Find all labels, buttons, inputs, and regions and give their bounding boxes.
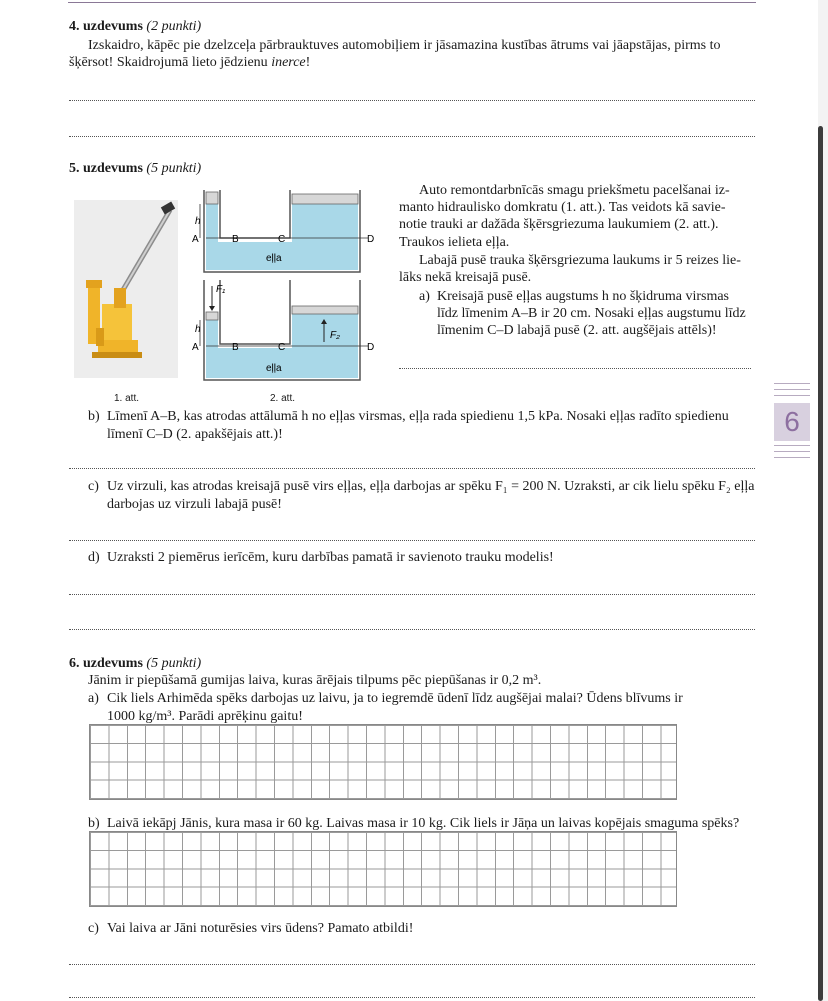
label-D-top: D (367, 234, 375, 245)
label-B-bottom: B (232, 342, 239, 353)
label-B-top: B (232, 234, 239, 245)
label-oil-bottom: eļļa (266, 363, 282, 374)
task6-a-line1: Cik liels Arhimēda spēks darbojas uz laivu, ja to iegremdē ūdenī līdz augšējai malai? Ūdens blīvums ir (107, 691, 683, 706)
task5-c-line2: darbojas uz virzuli labajā pusē! (107, 497, 282, 512)
task6-title: 6. uzdevums (69, 656, 143, 671)
task5-b-label: b) (88, 409, 100, 424)
task5-a-line2: līdz līmenim A–B ir 20 cm. Nosaki eļļas augstumu līdz (437, 306, 746, 321)
scrollbar[interactable] (818, 126, 823, 1001)
task5-c-label: c) (88, 479, 99, 494)
task6-a-label: a) (88, 691, 99, 706)
task6-b-answer-grid[interactable] (89, 831, 677, 907)
task6-intro: Jānim ir piepūšamā gumijas laiva, kuras ārējais tilpums pēc piepūšanas ir 0,2 m³. (88, 673, 542, 688)
task5-a-line3: līmenim C–D labajā pusē (2. att. augšējais attēls)! (437, 323, 717, 338)
task5-intro-6: lāks nekā kreisajā pusē. (399, 270, 532, 285)
task5-points: (5 punkti) (146, 161, 202, 176)
task5-b-answer-line[interactable] (69, 468, 755, 469)
task4-answer-line-2[interactable] (69, 136, 755, 137)
task4-title: 4. uzdevums (69, 19, 143, 34)
task4-heading (69, 18, 201, 35)
label-C-top: C (278, 234, 286, 245)
task5-d-label: d) (88, 550, 100, 565)
task5-a-answer-line[interactable] (399, 368, 751, 369)
task6-c-label: c) (88, 921, 99, 936)
task5-c-answer-line[interactable] (69, 540, 755, 541)
task5-c-line1: Uz virzuli, kas atrodas kreisajā pusē virs eļļas, eļļa darbojas ar spēku F₁ = 200 N. Uzraksti, ar cik lielu spēku F₂ eļļa (107, 479, 755, 494)
label-h-bottom: h (195, 324, 201, 335)
task6-b-label: b) (88, 816, 100, 831)
fig1-caption: 1. att. (114, 393, 140, 404)
task6-heading (69, 655, 201, 672)
task5-heading (69, 160, 201, 177)
task5-d-line: Uzraksti 2 piemērus ierīcēm, kuru darbības pamatā ir savienoto trauku modelis! (107, 550, 554, 565)
task5-a-label: a) (419, 289, 430, 304)
label-F1: F₁ (216, 284, 226, 295)
task5-intro-3: notie trauki ar dažāda šķērsgriezuma laukumiem (2. att.). (399, 217, 719, 232)
task5-title: 5. uzdevums (69, 161, 143, 176)
task6-points: (5 punkti) (146, 656, 202, 671)
fig2-caption: 2. att. (270, 393, 296, 404)
task5-b-line2: līmenī C–D (2. apakšējais att.)! (107, 427, 283, 442)
communicating-vessels-diagram-top (190, 190, 382, 278)
label-A-top: A (192, 234, 199, 245)
task5-intro-1: Auto remontdarbnīcās smagu priekšmetu pacelšanai iz- (419, 183, 730, 198)
task6-c-line: Vai laiva ar Jāni noturēsies virs ūdens? Pamato atbildi! (107, 921, 414, 936)
hydraulic-jack-photo (74, 200, 178, 378)
task5-b-line1: Līmenī A–B, kas atrodas attālumā h no eļļas virsmas, eļļa rada spiedienu 1,5 kPa. Nosaki eļļas radīto spiedienu (107, 409, 729, 424)
task6-a-answer-grid[interactable] (89, 724, 677, 800)
task4-line2-end: ! (305, 55, 311, 70)
task5-intro-5: Labajā pusē trauka šķērsgriezuma laukums ir 5 reizes lie- (419, 253, 741, 268)
task4-points: (2 punkti) (146, 19, 202, 34)
label-A-bottom: A (192, 342, 199, 353)
task5-intro-2: manto hidraulisko domkratu (1. att.). Tas veidots kā savie- (399, 200, 726, 215)
label-oil-top: eļļa (266, 253, 282, 264)
task5-a-line1: Kreisajā pusē eļļas augstums h no šķidruma virsmas (437, 289, 730, 304)
label-C-bottom: C (278, 342, 286, 353)
task4-line1: Izskaidro, kāpēc pie dzelzceļa pārbrauktuves automobiļiem ir jāsamazina kustības ātrums vai jāapstājas, pirms to (88, 38, 721, 53)
chapter-tab: 6 (774, 403, 810, 441)
task6-a-line2: 1000 kg/m³. Parādi aprēķinu gaitu! (107, 709, 303, 724)
top-divider (68, 2, 756, 3)
task5-intro-4: Traukos ielieta eļļa. (399, 235, 510, 250)
label-F2: F₂ (330, 330, 340, 341)
task5-d-answer-line-2[interactable] (69, 629, 755, 630)
label-D-bottom: D (367, 342, 375, 353)
task4-line2-text: šķērsot! Skaidrojumā lieto jēdzienu (69, 55, 272, 70)
communicating-vessels-diagram-bottom (190, 280, 382, 382)
task6-b-line: Laivā iekāpj Jānis, kura masa ir 60 kg. Laivas masa ir 10 kg. Cik liels ir Jāņa un laivas kopējais smaguma spēks? (107, 816, 740, 831)
task4-answer-line-1[interactable] (69, 100, 755, 101)
task4-line2 (69, 54, 310, 71)
task4-term-inerce: inerce (271, 55, 306, 70)
task6-c-answer-line-1[interactable] (69, 964, 755, 965)
label-h-top: h (195, 216, 201, 227)
task5-d-answer-line-1[interactable] (69, 594, 755, 595)
task6-c-answer-line-2[interactable] (69, 997, 755, 998)
